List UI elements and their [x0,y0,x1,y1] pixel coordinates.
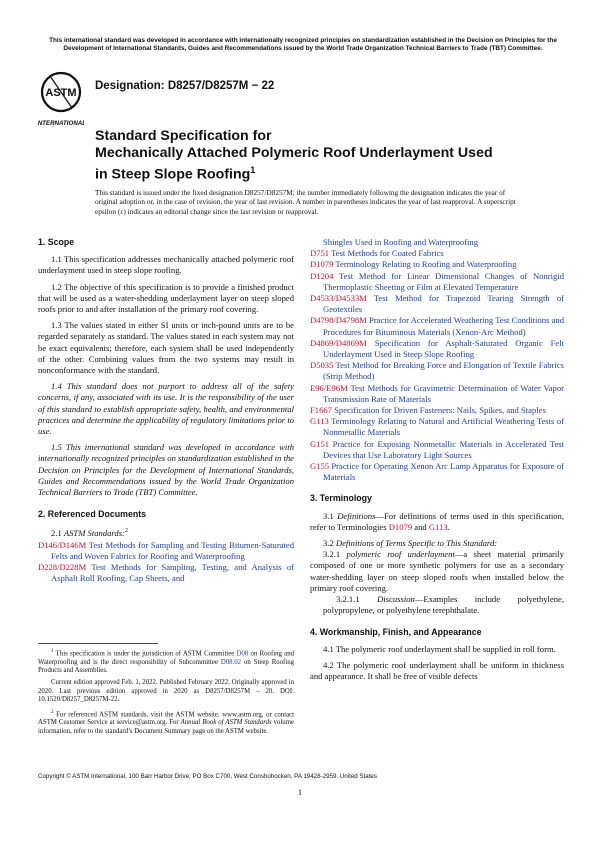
committee-link[interactable]: D08 [236,650,249,658]
reference-title[interactable]: Practice for Accelerated Weathering Test Conditions and Procedures for Bituminous Materials (Xenon-Arc Method) [323,315,564,337]
logo-text: ASTM [45,87,77,99]
terminology-link-d1079[interactable]: D1079 [388,521,413,532]
reference-link[interactable]: D4533/D4533M [310,293,367,304]
reference-link[interactable]: E96/E96M [310,382,348,393]
reference-link[interactable]: D5035 [310,360,334,371]
title-line-3-text: in Steep Slope Roofing [95,166,251,183]
footnote-1-text: This specification is under the jurisdiction of ASTM Committee [53,650,237,658]
reference-item [310,259,564,270]
reference-link[interactable]: D1204 [310,270,334,281]
paragraph-1-4: 1.4 This standard does not purport to address all of the safety concerns, if any, associated with its use. It is the responsibility of the user of this standard to establish appropriate safety, health, and environmental practices and determine the applicability of regulatory limitations prior to use. [38,381,294,437]
paragraph-3-2-1-number: 3.2.1 [323,549,347,560]
paragraph-1-2: 1.2 The objective of this specification is to provide a finished product that will be used as a water-shedding underlayment layer on steep sloped roofs prior to and after installation of the primary roof covering. [38,281,294,315]
reference-link[interactable]: D1079 [310,259,334,270]
reference-link[interactable]: G151 [310,438,330,449]
footnote-rule [38,643,158,644]
footnote-mark-2: 2 [124,528,128,535]
paragraph-3-1-term: Definitions [337,510,376,521]
reference-title[interactable]: Shingles Used in Roofing and Waterproofing [323,237,479,247]
reference-title[interactable]: Test Methods for Coated Fabrics [329,248,444,259]
reference-continuation [310,237,564,248]
paragraph-3-2-1-1-text: —Examples include polyethylene, polypropylene, or polyethylene terephthalate. [323,594,565,616]
footnote-2-book: Annual Book of ASTM Standards [180,719,272,727]
paragraph-1-5: 1.5 This international standard was developed in accordance with internationally recognized principles on standardization established in the Decision on Principles for the Development of International Standards, Guides and Recommendations issued by the World Trade Organization Technical Barriers to Trade (TBT) Committee. [38,442,294,498]
reference-title[interactable]: Practice for Exposing Nonmetallic Materials in Accelerated Test Devices that Use Laboratory Light Sources [323,438,564,460]
reference-link[interactable]: F1667 [310,405,332,416]
section-heading-scope: 1. Scope [38,237,75,247]
reference-item [310,360,564,382]
reference-title[interactable]: Test Method for Breaking Force and Elongation of Textile Fabrics (Strip Method) [323,360,564,382]
title-line-1: Standard Specification for [95,128,272,144]
right-column [310,237,564,682]
reference-title[interactable]: Specification for Asphalt-Saturated Organic Felt Underlayment Used in Steep Slope Roofing [323,337,564,360]
reference-item [310,293,564,315]
reference-title[interactable]: Specification for Driven Fasteners: Nails, Spikes, and Staples [331,405,546,416]
paragraph-3-1 [310,511,564,533]
tbt-notice: This international standard was developed in accordance with internationally recognized principles on standardization established in the Decision on Principles for the Development of International Standards, Guides and Recommendations issued by the World Trade Organization Technical Barriers to Trade (TBT) Committee. [49,37,557,52]
terminology-link-g113[interactable]: G113 [428,521,448,532]
subcommittee-link[interactable]: D08.02 [220,658,242,666]
footnote-1-text: on Steep Roofing Products and Assemblies. [38,658,294,675]
paragraph-2-1-heading: ASTM Standards: [63,528,125,539]
reference-item [310,416,564,438]
reference-link[interactable]: D4869/D4869M [310,337,367,348]
section-heading-terminology: 3. Terminology [310,493,372,504]
footnote-2-mark: 2 [51,709,54,715]
designation: Designation: D8257/D8257M − 22 [95,80,275,92]
paragraph-3-2-1-text: —a sheet material primarily composed of one or more synthetic polymers for use as a secondary water-shedding layer on steep sloped roofs when installed below the primary roof covering. [310,549,564,593]
reference-item [38,562,294,584]
paragraph-3-2-heading: Definitions of Terms Specific to This Standard: [335,538,498,549]
paragraph-3-2-1-1 [310,594,564,616]
reference-title[interactable]: Terminology Relating to Natural and Artificial Weathering Tests of Nonmetallic Materials [323,416,564,438]
reference-list [310,248,564,483]
reference-item [310,338,564,360]
page-number: 1 [297,787,303,797]
title-footnote-mark: 1 [250,165,256,175]
paragraph-3-2-1 [310,549,564,594]
paragraph-3-1-text: and [412,521,429,532]
reference-link[interactable]: D146/D146M [38,539,87,550]
paragraph-4-2: 4.2 The polymeric roof underlayment shall be uniform in thickness and appearance. It shall be free of visible defects [310,659,564,682]
paragraph-3-2-1-1-term: Discussion [377,594,415,605]
reference-title[interactable]: Test Methods for Gravimetric Determination of Water Vapor Transmission Rate of Materials [323,382,564,404]
paragraph-1-1: 1.1 This specification addresses mechanically attached polymeric roof underlayment used in steep slope roofing. [38,254,294,276]
reference-title[interactable]: Test Methods for Sampling, Testing, and Analysis of Asphalt Roll Roofing, Cap Sheets, and [51,561,294,584]
section-heading-referenced-documents: 2. Referenced Documents [38,509,147,520]
astm-logo [38,70,84,130]
paragraph-2-1-number: 2.1 [51,528,64,539]
copyright-footer: Copyright © ASTM International, 100 Barr Harbor Drive, PO Box C700, West Conshohocken, PA 19428-2959. United States [38,773,377,780]
reference-title[interactable]: Terminology Relating to Roofing and Waterproofing [333,259,517,270]
reference-link[interactable]: G155 [310,461,330,472]
section-heading-workmanship: 4. Workmanship, Finish, and Appearance [310,626,482,637]
paragraph-3-2-number: 3.2 [323,538,336,549]
paragraph-3-1-number: 3.1 [323,510,338,521]
reference-link[interactable]: D228/D228M [38,561,87,572]
reference-title[interactable]: Practice for Operating Xenon Arc Lamp Apparatus for Exposure of Materials [323,461,564,483]
paragraph-3-2 [310,538,564,549]
issued-note: This standard is issued under the fixed designation D8257/D8257M; the number immediately following the designation indicates the year of original adoption or, in the case of revision, the year of last revision. A number in parentheses indicates the year of last reapproval. A superscript epsilon (ε) indicates an editorial change since the last revision or reapproval. [95,188,516,216]
left-column [38,237,294,584]
footnote-1-mark: 1 [51,649,54,654]
edition-note: Current edition approved Feb. 1, 2022. Published February 2022. Originally approved in 2020. Last previous edition approved in 2020 as D8257/D8257M – 20. DOI: 10.1520/D8257_D8257M-22. [38,679,294,704]
footnote-1-text: on Roofing and Waterproofing and is the direct responsibility of Subcommittee [38,650,294,666]
footnote-2-text: For referenced ASTM standards, visit the ASTM website, www.astm.org, or contact ASTM Customer Service at service@astm.org. For [38,710,294,727]
footnote-2-text: volume information, refer to the standard’s Document Summary page on the ASTM website. [38,719,294,735]
reference-item [38,540,294,562]
paragraph-3-1-text: . [447,521,450,532]
reference-item [310,461,564,483]
reference-item [310,315,564,337]
reference-link[interactable]: D4798/D4798M [310,315,367,326]
footnotes [38,648,294,736]
paragraph-3-1-text: —For definitions of terms used in this specification, refer to Terminologies [310,510,564,532]
paragraph-3-2-1-1-number: 3.2.1.1 [336,594,378,605]
footnote-2 [38,709,294,736]
title-line-3 [95,162,555,184]
footnote-1 [38,648,294,675]
reference-item [310,271,564,293]
paragraph-2-1 [38,526,294,539]
reference-link[interactable]: G113 [310,416,329,427]
paragraph-1-3: 1.3 The values stated in either SI units or inch-pound units are to be regarded separately as standard. The values stated in each system may not be exact equivalents; therefore, each system shall be used independently of the other. Combining values from the two systems may result in nonconformance with the standard. [38,320,294,376]
reference-title[interactable]: Test Method for Trapezoid Tearing Strength of Geotextiles [323,293,564,315]
reference-item [310,439,564,461]
page-title [95,128,555,184]
reference-link[interactable]: D751 [310,248,330,259]
paragraph-3-2-1-term: polymeric roof underlayment [346,549,455,560]
reference-item [310,405,564,416]
reference-title[interactable]: Test Methods for Sampling and Testing Bitumen-Saturated Felts and Woven Fabrics for Roofing and Waterproofing [51,539,294,561]
paragraph-4-1: 4.1 The polymeric roof underlayment shall be supplied in roll form. [323,643,556,654]
logo-subtext: INTERNATIONAL [38,120,84,127]
reference-item [310,383,564,405]
title-line-2: Mechanically Attached Polymeric Roof Underlayment Used [95,145,493,161]
reference-title[interactable]: Test Method for Linear Dimensional Changes of Nonrigid Thermoplastic Sheeting or Film at Elevated Temperature [323,270,564,292]
reference-item [310,248,564,259]
